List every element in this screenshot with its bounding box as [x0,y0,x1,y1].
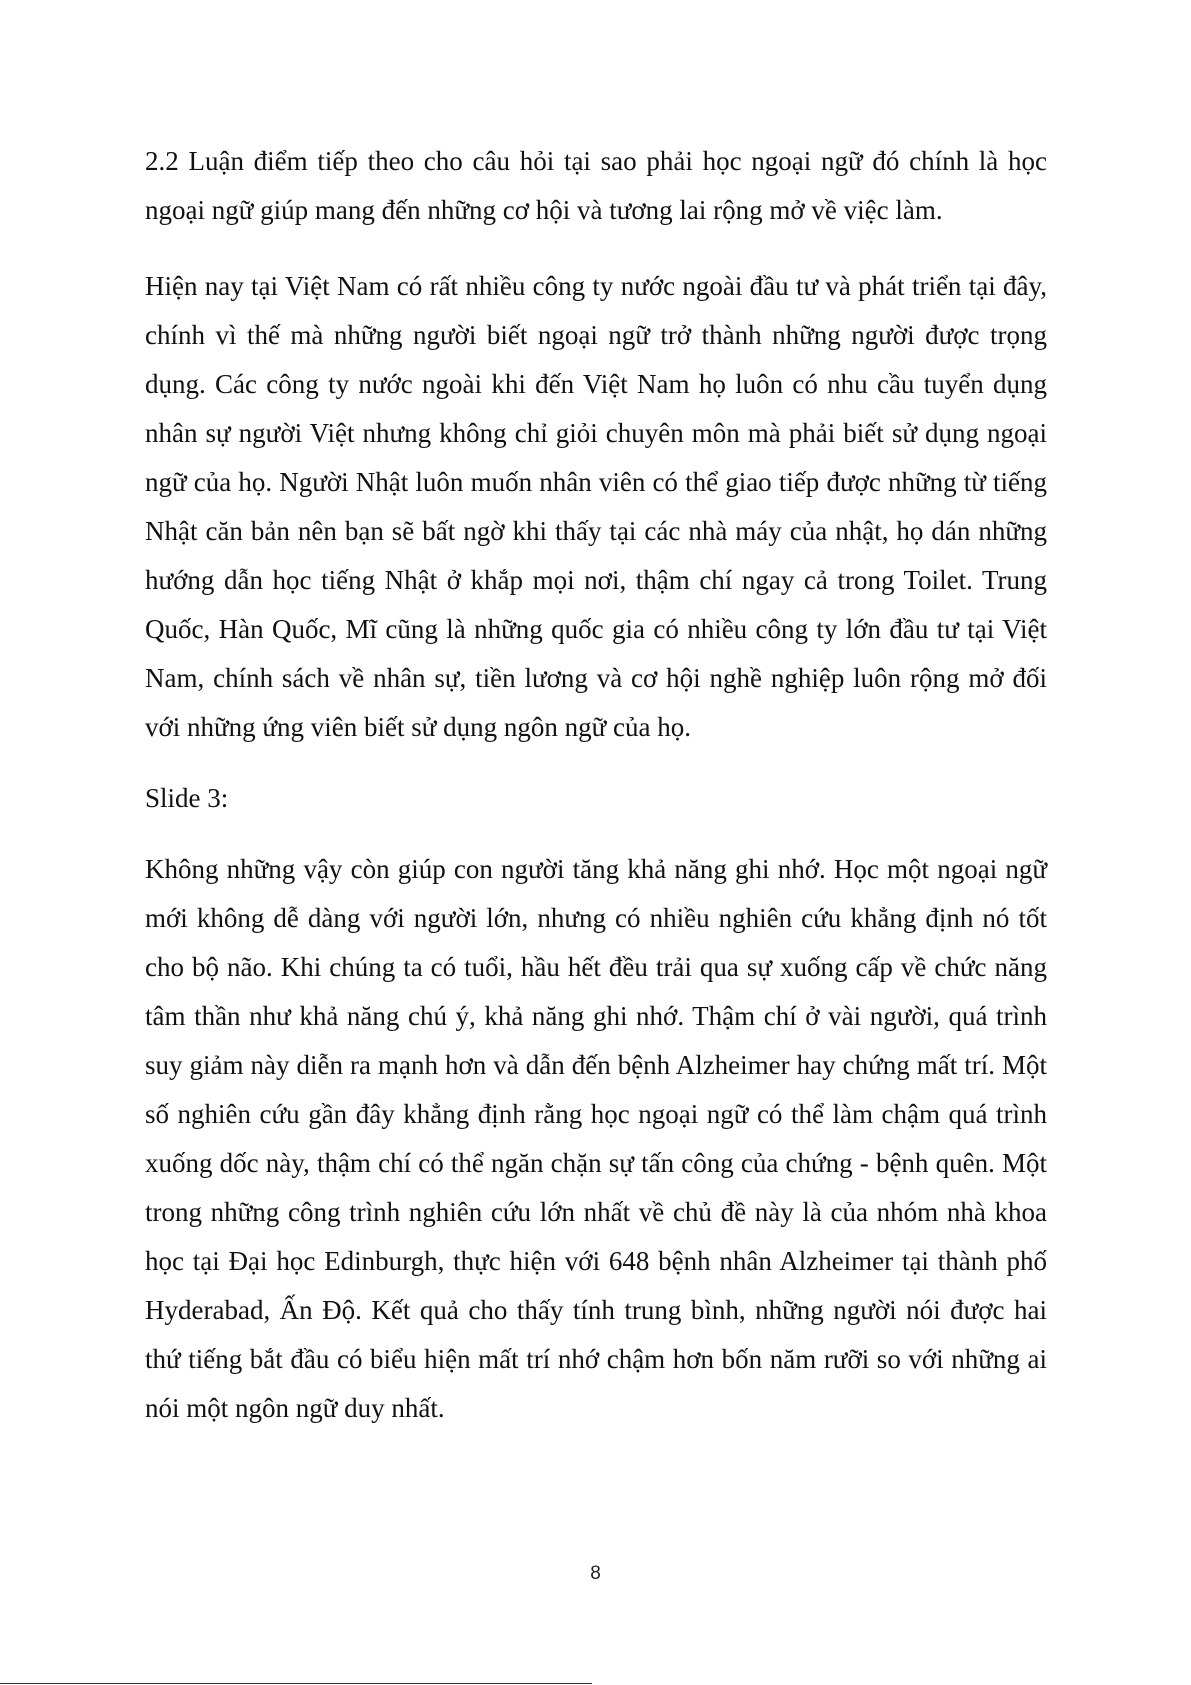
bottom-divider [0,1683,592,1684]
page-number: 8 [590,1563,601,1584]
paragraph-section-2-2: 2.2 Luận điểm tiếp theo cho câu hỏi tại sao phải học ngoại ngữ đó chính là học ngoại ngữ giúp mang đến những cơ hội và tương lai rộng mở về việc làm. [145,146,1047,225]
page-body [145,137,1047,1433]
paragraph-memory-benefits: Không những vậy còn giúp con người tăng khả năng ghi nhớ. Học một ngoại ngữ mới không dễ dàng với người lớn, nhưng có nhiều nghiên cứu khẳng định nó tốt cho bộ não. Khi chúng ta có tuổi, hầu hết đều trải qua sự xuống cấp về chức năng tâm thần như khả năng chú ý, khả năng ghi nhớ. Thậm chí ở vài người, quá trình suy giảm này diễn ra mạnh hơn và dẫn đến bệnh Alzheimer hay chứng mất trí. Một số nghiên cứu gần đây khẳng định rằng học ngoại ngữ có thể làm chậm quá trình xuống dốc này, thậm chí có thể ngăn chặn sự tấn công của chứng - bệnh quên. Một trong những công trình nghiên cứu lớn nhất về chủ đề này là của nhóm nhà khoa học tại Đại học Edinburgh, thực hiện với 648 bệnh nhân Alzheimer tại thành phố Hyderabad, Ấn Độ. Kết quả cho thấy tính trung bình, những người nói được hai thứ tiếng bắt đầu có biểu hiện mất trí nhớ chậm hơn bốn năm rưỡi so với những ai nói một ngôn ngữ duy nhất. [145,854,1047,1423]
paragraph-job-opportunities: Hiện nay tại Việt Nam có rất nhiều công ty nước ngoài đầu tư và phát triển tại đây, chính vì thế mà những người biết ngoại ngữ trở thành những người được trọng dụng. Các công ty nước ngoài khi đến Việt Nam họ luôn có nhu cầu tuyển dụng nhân sự người Việt nhưng không chỉ giỏi chuyên môn mà phải biết sử dụng ngoại ngữ của họ. Người Nhật luôn muốn nhân viên có thể giao tiếp được những từ tiếng Nhật căn bản nên bạn sẽ bất ngờ khi thấy tại các nhà máy của nhật, họ dán những hướng dẫn học tiếng Nhật ở khắp mọi nơi, thậm chí ngay cả trong Toilet. Trung Quốc, Hàn Quốc, Mĩ cũng là những quốc gia có nhiều công ty lớn đầu tư tại Việt Nam, chính sách về nhân sự, tiền lương và cơ hội nghề nghiệp luôn rộng mở đối với những ứng viên biết sử dụng ngôn ngữ của họ. [145,271,1047,742]
slide-label: Slide 3: [145,783,229,813]
